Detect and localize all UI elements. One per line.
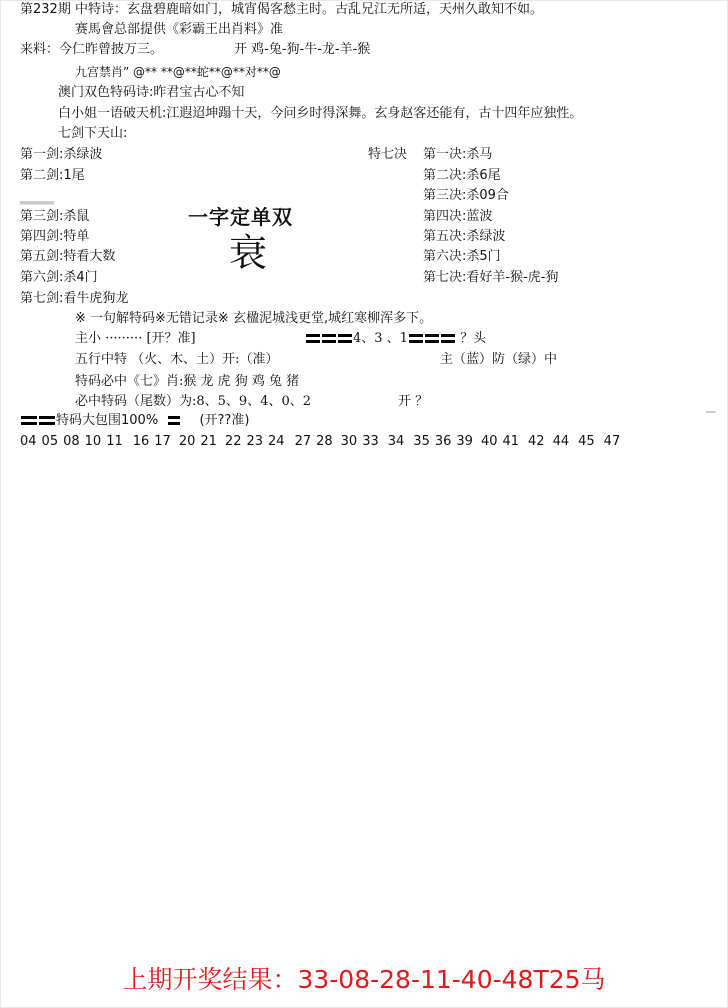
jue-7: [423, 270, 558, 286]
scan-artifact: ▁: [706, 399, 716, 413]
number-list: [20, 434, 625, 450]
watermark-smudge: ▁▁: [20, 180, 54, 205]
number-item: 47: [603, 434, 621, 449]
sword-value: 看牛虎狗龙: [63, 291, 129, 306]
sword-7: [20, 291, 128, 307]
number-item: 30: [340, 434, 358, 449]
jue-4: [423, 209, 492, 225]
header-line-3-right: 开 鸡-兔-狗-牛-龙-羊-猴: [234, 42, 371, 57]
number-item: 11: [106, 434, 123, 449]
sword-value: 1尾: [63, 168, 85, 183]
jue-value: 杀马: [466, 147, 493, 162]
jue-label: 第一决:: [423, 147, 467, 162]
number-item: 42: [528, 434, 545, 449]
number-item: 34: [387, 434, 405, 449]
number-item: 20: [178, 434, 196, 449]
number-item: 24: [268, 434, 285, 449]
number-item: 17: [154, 434, 171, 449]
number-item: 35: [413, 434, 430, 449]
big-surround-line: [20, 413, 249, 429]
sword-5: [20, 249, 115, 265]
double-bar-icon: [21, 416, 37, 425]
sword-value: 杀绿波: [63, 147, 103, 162]
header-line-6: 白小姐一语破天机:江遐迢坤蹋十天，今问乡时得深舞。玄身赵客还能有，古十四年应独性。: [58, 106, 583, 121]
jue-title: 特七决: [368, 147, 408, 162]
number-item: 39: [456, 434, 473, 449]
sword-value: 特看大数: [63, 249, 116, 264]
header-line-1: 第232期 中特诗：玄盘碧鹿暗如门，城宵偈客愁主时。古乱兄江无所适，天州久敢知不如。: [20, 2, 543, 17]
double-bar-icon: [168, 416, 180, 425]
triple-bar-icon: [409, 334, 423, 343]
sword-value: 杀鼠: [63, 209, 90, 224]
number-item: 36: [434, 434, 452, 449]
wave-color-line: 主（蓝）防（绿）中: [440, 352, 558, 367]
triple-bar-icon: [322, 334, 336, 343]
jue-5: [423, 229, 505, 245]
sword-3: [20, 209, 89, 225]
sword-2: [20, 168, 85, 184]
main-small-line: 主小 ········· [开？准]: [75, 331, 196, 346]
header-line-3-left: 来料：今仁昨曾披万三。: [20, 42, 164, 57]
head-digits: 4、3 、1: [353, 331, 408, 346]
number-item: 44: [552, 434, 570, 449]
header-line-2: 赛馬會总部提供《彩霸王出肖料》准: [75, 22, 284, 37]
jue-1: [423, 147, 492, 163]
jue-value: 看好羊-猴-虎-狗: [466, 270, 559, 285]
jue-label: 第五决:: [423, 229, 467, 244]
one-line-riddle: ※ 一句解特码※无错记录※ 玄楹泥城浅更堂,城红寒柳浑多下。: [75, 311, 433, 326]
number-item: 08: [63, 434, 80, 449]
seven-zodiac-line: 特码必中《七》肖:猴 龙 虎 狗 鸡 兔 猪: [75, 374, 300, 389]
jue-label: 第六决:: [423, 249, 467, 264]
sword-label: 第四剑:: [20, 229, 64, 244]
sword-value: 特单: [63, 229, 90, 244]
big-surround-open: (开??准): [199, 413, 250, 428]
number-item: 16: [132, 434, 150, 449]
sword-6: [20, 270, 98, 286]
sword-label: 第六剑:: [20, 270, 64, 285]
jue-label: 第七决:: [423, 270, 467, 285]
jue-6: [423, 249, 501, 265]
header-line-5: 澳门双色特码诗:昨君宝古心不知: [58, 85, 245, 100]
last-draw-result: 上期开奖结果：33-08-28-11-40-48T25马: [122, 965, 606, 994]
number-item: 45: [578, 434, 595, 449]
number-item: 28: [316, 434, 333, 449]
five-elements-line: 五行中特 （火、木、土）开:（准）: [75, 352, 279, 367]
center-title: 一字定单双: [188, 205, 293, 229]
head-question: ？头: [460, 331, 487, 346]
jue-label: 第三决:: [423, 188, 467, 203]
sword-label: 第三剑:: [20, 209, 64, 224]
tail-open-line: 开 ？: [398, 394, 429, 409]
header-line-7: 七剑下天山:: [58, 126, 128, 141]
number-item: 22: [224, 434, 242, 449]
jue-value: 杀6尾: [466, 168, 501, 183]
head-digits-line: [305, 331, 486, 347]
tail-digits-line: 必中特码（尾数）为:8、5、9、4、0、2: [75, 394, 312, 409]
sword-1: [20, 147, 102, 163]
jue-value: 杀绿波: [466, 229, 506, 244]
sword-label: 第一剑:: [20, 147, 64, 162]
big-surround-label: 特码大包围100%: [56, 413, 159, 428]
number-item: 40: [480, 434, 498, 449]
number-item: 04: [20, 434, 37, 449]
jue-label: 第二决:: [423, 168, 467, 183]
sword-4: [20, 229, 89, 245]
sword-value: 杀4门: [63, 270, 98, 285]
triple-bar-icon: [306, 334, 320, 343]
number-item: 33: [362, 434, 379, 449]
jue-value: 杀09合: [466, 188, 509, 203]
number-item: 10: [84, 434, 102, 449]
sword-label: 第二剑:: [20, 168, 64, 183]
center-char: 衰: [229, 231, 268, 275]
sword-label: 第七剑:: [20, 291, 64, 306]
triple-bar-icon: [441, 334, 455, 343]
jue-value: 蓝波: [466, 209, 493, 224]
triple-bar-icon: [425, 334, 439, 343]
jue-value: 杀5门: [466, 249, 501, 264]
triple-bar-icon: [338, 334, 352, 343]
header-line-4: 九宫禁肖” @** **@**蛇**@**对**@: [75, 65, 281, 79]
jue-label: 第四决:: [423, 209, 467, 224]
sword-label: 第五剑:: [20, 249, 64, 264]
number-item: 27: [294, 434, 312, 449]
number-item: 23: [246, 434, 264, 449]
jue-3: [423, 188, 509, 204]
number-item: 41: [502, 434, 520, 449]
double-bar-icon: [39, 416, 55, 425]
jue-2: [423, 168, 501, 184]
number-item: 05: [41, 434, 59, 449]
number-item: 21: [200, 434, 217, 449]
